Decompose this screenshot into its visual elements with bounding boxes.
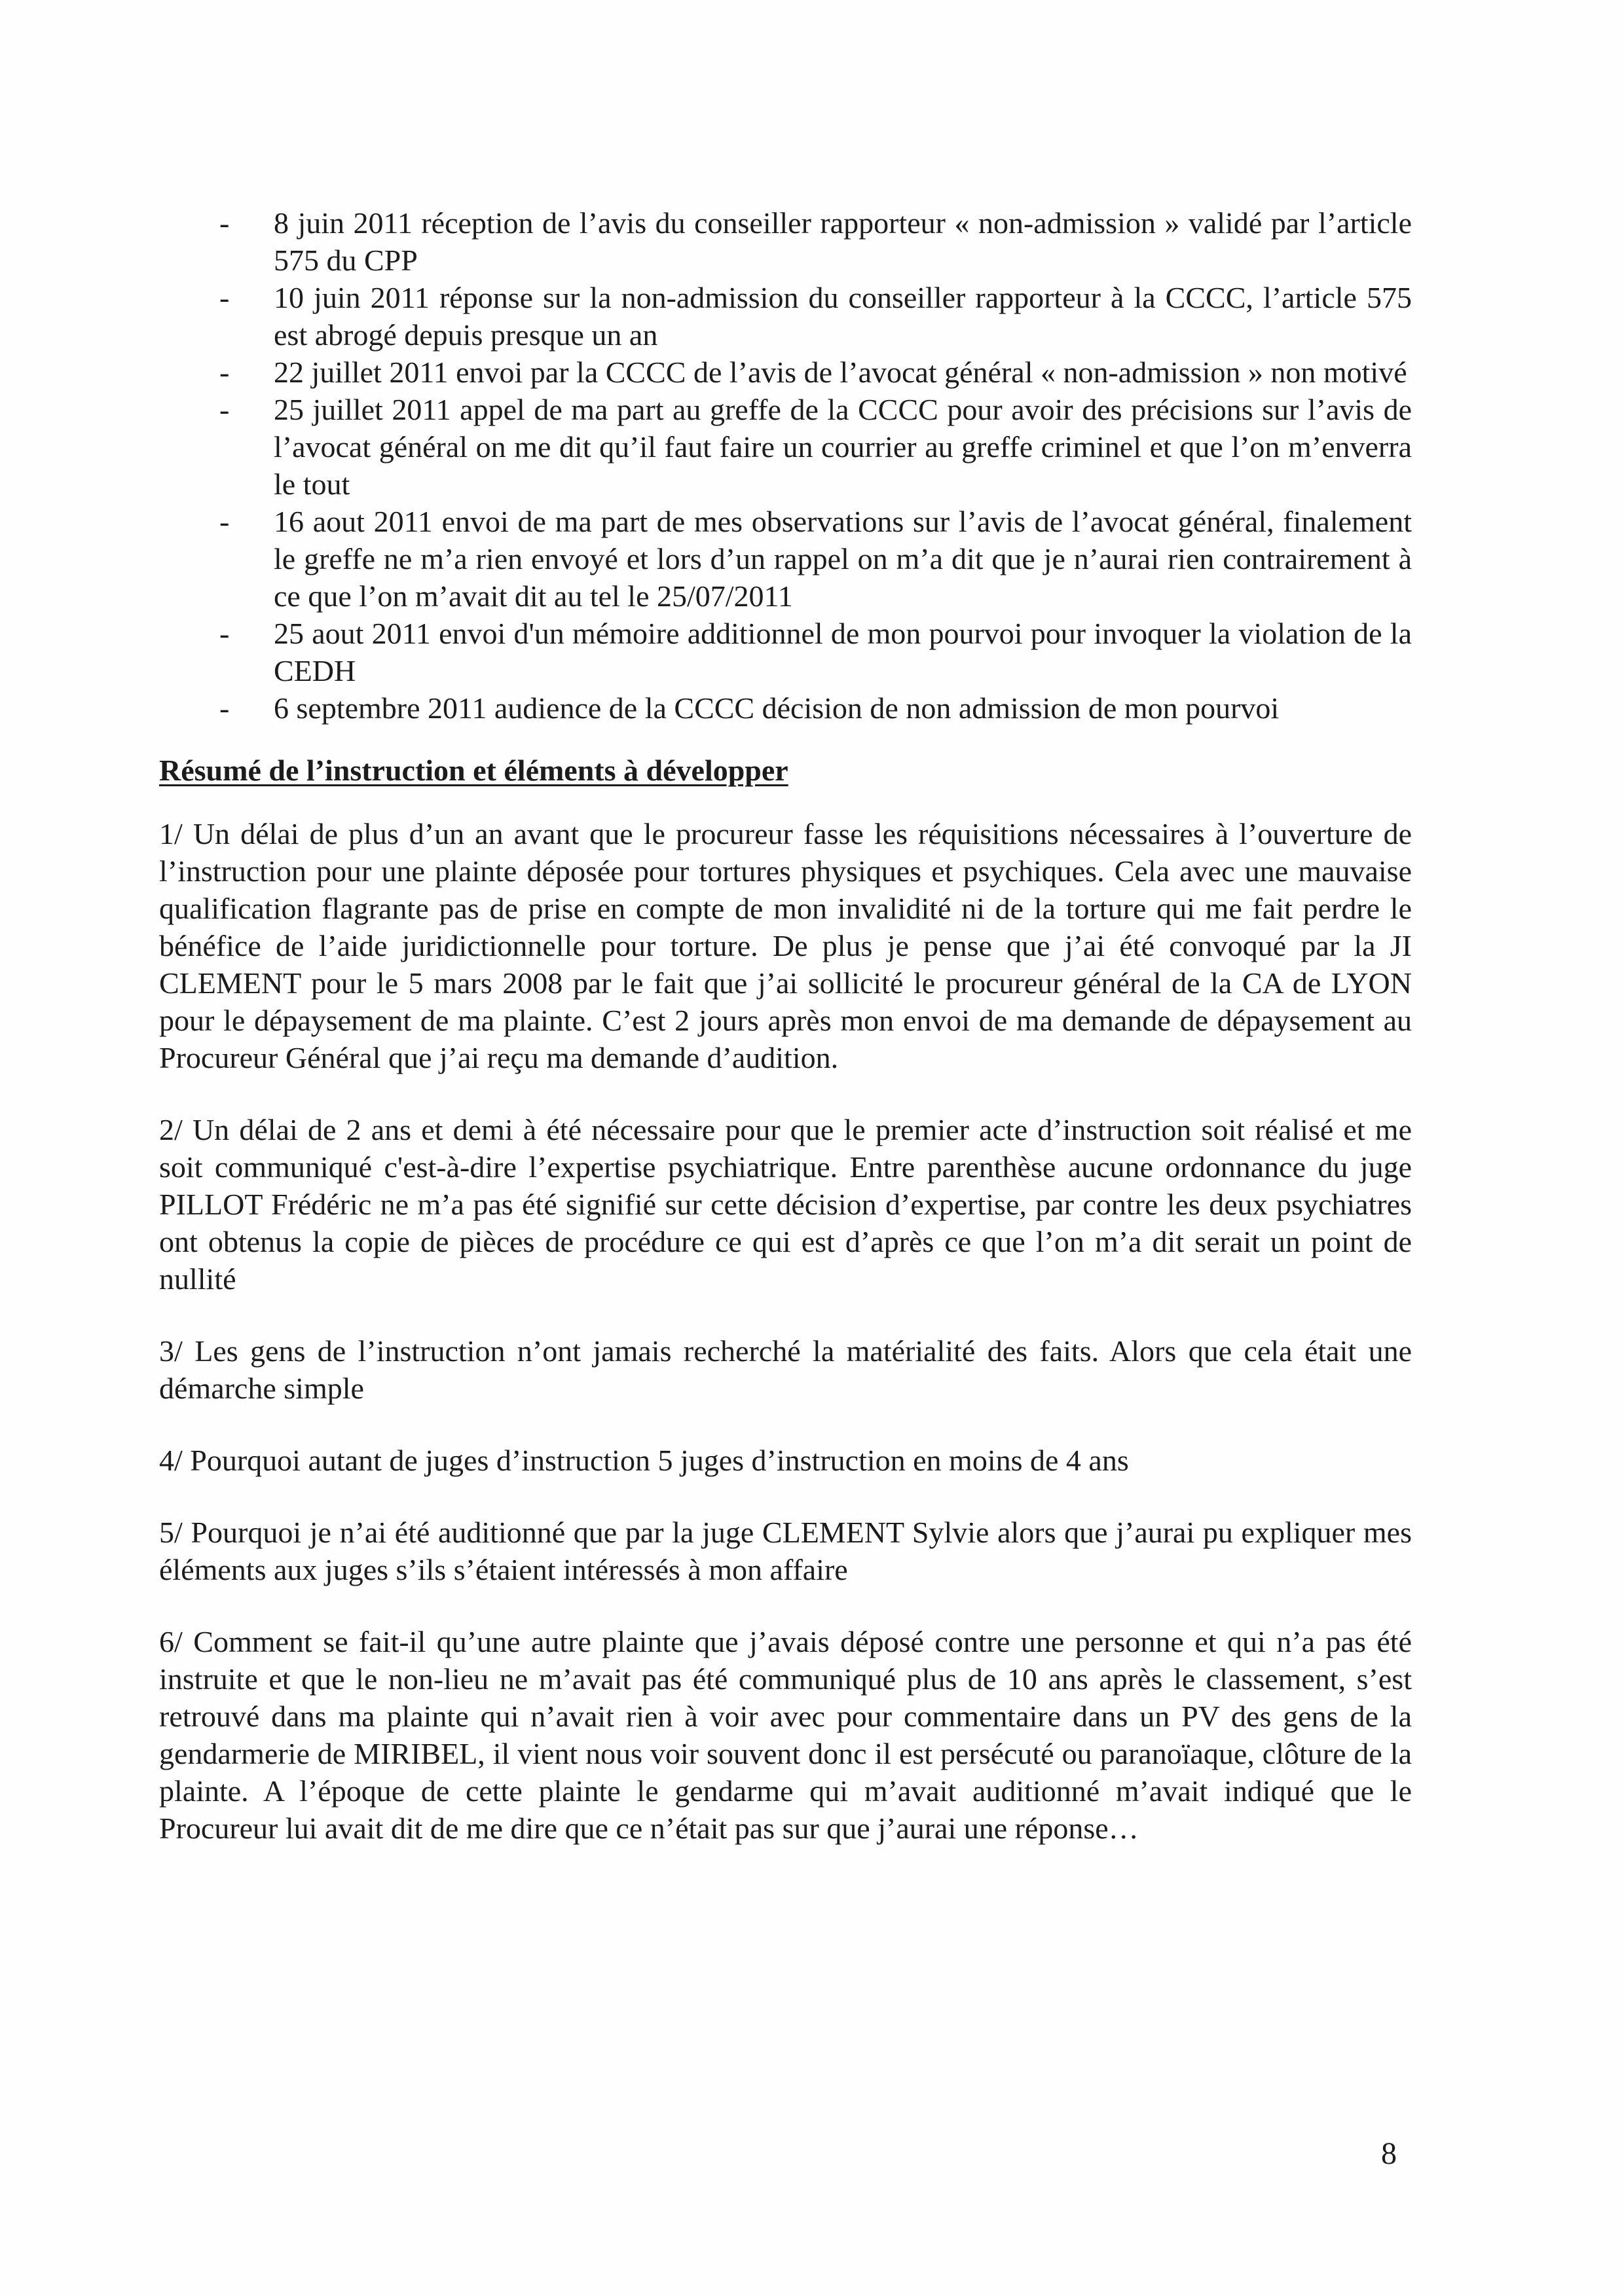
timeline-item-text: 22 juillet 2011 envoi par la CCCC de l’avis de l’avocat général « non-admission » non motivé <box>274 355 1407 389</box>
paragraph-1: 1/ Un délai de plus d’un an avant que le procureur fasse les réquisitions nécessaires à l’ouverture de l’instruction pour une plainte déposée pour tortures physiques et psychiques. Cela avec une mauvaise qualification flagrante pas de prise en compte de mon invalidité ni de la torture qui me fait perdre le bénéfice de l’aide juridictionnelle pour torture. De plus je pense que j’ai été convoqué par la JI CLEMENT pour le 5 mars 2008 par le fait que j’ai sollicité le procureur général de la CA de LYON pour le dépaysement de ma plainte. C’est 2 jours après mon envoi de ma demande de dépaysement au Procureur Général que j’ai reçu ma demande d’audition. <box>159 817 1412 1074</box>
timeline-list <box>159 204 1412 727</box>
timeline-item-text: 25 juillet 2011 appel de ma part au greffe de la CCCC pour avoir des précisions sur l’avis de l’avocat général on me dit qu’il faut faire un courrier au greffe criminel et que l’on m’enverra le tout <box>274 393 1412 501</box>
timeline-item <box>159 615 1412 689</box>
timeline-item <box>159 503 1412 615</box>
page-number: 8 <box>1381 2136 1397 2171</box>
paragraph-6: 6/ Comment se fait-il qu’une autre plainte que j’avais déposé contre une personne et qui n’a pas été instruite et que le non-lieu ne m’avait pas été communiqué plus de 10 ans après le classement, s’est retrouvé dans ma plainte qui n’avait rien à voir avec pour commentaire dans un PV des gens de la gendarmerie de MIRIBEL, il vient nous voir souvent donc il est persécuté ou paranoïaque, clôture de la plainte. A l’époque de cette plainte le gendarme qui m’avait auditionné m’avait indiqué que le Procureur lui avait dit de me dire que ce n’était pas sur que j’aurai une réponse… <box>159 1625 1412 1845</box>
paragraph-2: 2/ Un délai de 2 ans et demi à été nécessaire pour que le premier acte d’instruction soit réalisé et me soit communiqué c'est-à-dire l’expertise psychiatrique. Entre parenthèse aucune ordonnance du juge PILLOT Frédéric ne m’a pas été signifié sur cette décision d’expertise, par contre les deux psychiatres ont obtenus la copie de pièces de procédure ce qui est d’après ce que l’on m’a dit serait un point de nullité <box>159 1113 1412 1296</box>
timeline-item-text: 6 septembre 2011 audience de la CCCC décision de non admission de mon pourvoi <box>274 691 1280 725</box>
timeline-item <box>159 391 1412 503</box>
paragraph-4: 4/ Pourquoi autant de juges d’instruction 5 juges d’instruction en moins de 4 ans <box>159 1444 1129 1477</box>
section-heading: Résumé de l’instruction et éléments à développer <box>159 754 788 787</box>
timeline-item-text: 25 aout 2011 envoi d'un mémoire additionnel de mon pourvoi pour invoquer la violation de la CEDH <box>274 617 1412 687</box>
paragraph-3: 3/ Les gens de l’instruction n’ont jamais recherché la matérialité des faits. Alors que cela était une démarche simple <box>159 1334 1412 1405</box>
bullet-dash: - <box>219 505 230 538</box>
bullet-dash: - <box>219 691 230 725</box>
timeline-item-text: 16 aout 2011 envoi de ma part de mes observations sur l’avis de l’avocat général, finalement le greffe ne m’a rien envoyé et lors d’un rappel on m’a dit que je n’aurai rien contrairement à ce que l’on m’avait dit au tel le 25/07/2011 <box>274 505 1412 613</box>
paragraph-5: 5/ Pourquoi je n’ai été auditionné que par la juge CLEMENT Sylvie alors que j’aurai pu expliquer mes éléments aux juges s’ils s’étaient intéressés à mon affaire <box>159 1516 1412 1586</box>
bullet-dash: - <box>219 355 230 389</box>
bullet-dash: - <box>219 206 230 240</box>
timeline-item-text: 8 juin 2011 réception de l’avis du conseiller rapporteur « non-admission » validé par l’article 575 du CPP <box>274 206 1412 277</box>
timeline-item <box>159 279 1412 354</box>
page-body <box>159 204 1412 1847</box>
timeline-item <box>159 204 1412 279</box>
bullet-dash: - <box>219 617 230 650</box>
timeline-item <box>159 354 1412 391</box>
bullet-dash: - <box>219 281 230 314</box>
bullet-dash: - <box>219 393 230 426</box>
timeline-item <box>159 689 1412 727</box>
timeline-item-text: 10 juin 2011 réponse sur la non-admission du conseiller rapporteur à la CCCC, l’article 575 est abrogé depuis presque un an <box>274 281 1412 352</box>
